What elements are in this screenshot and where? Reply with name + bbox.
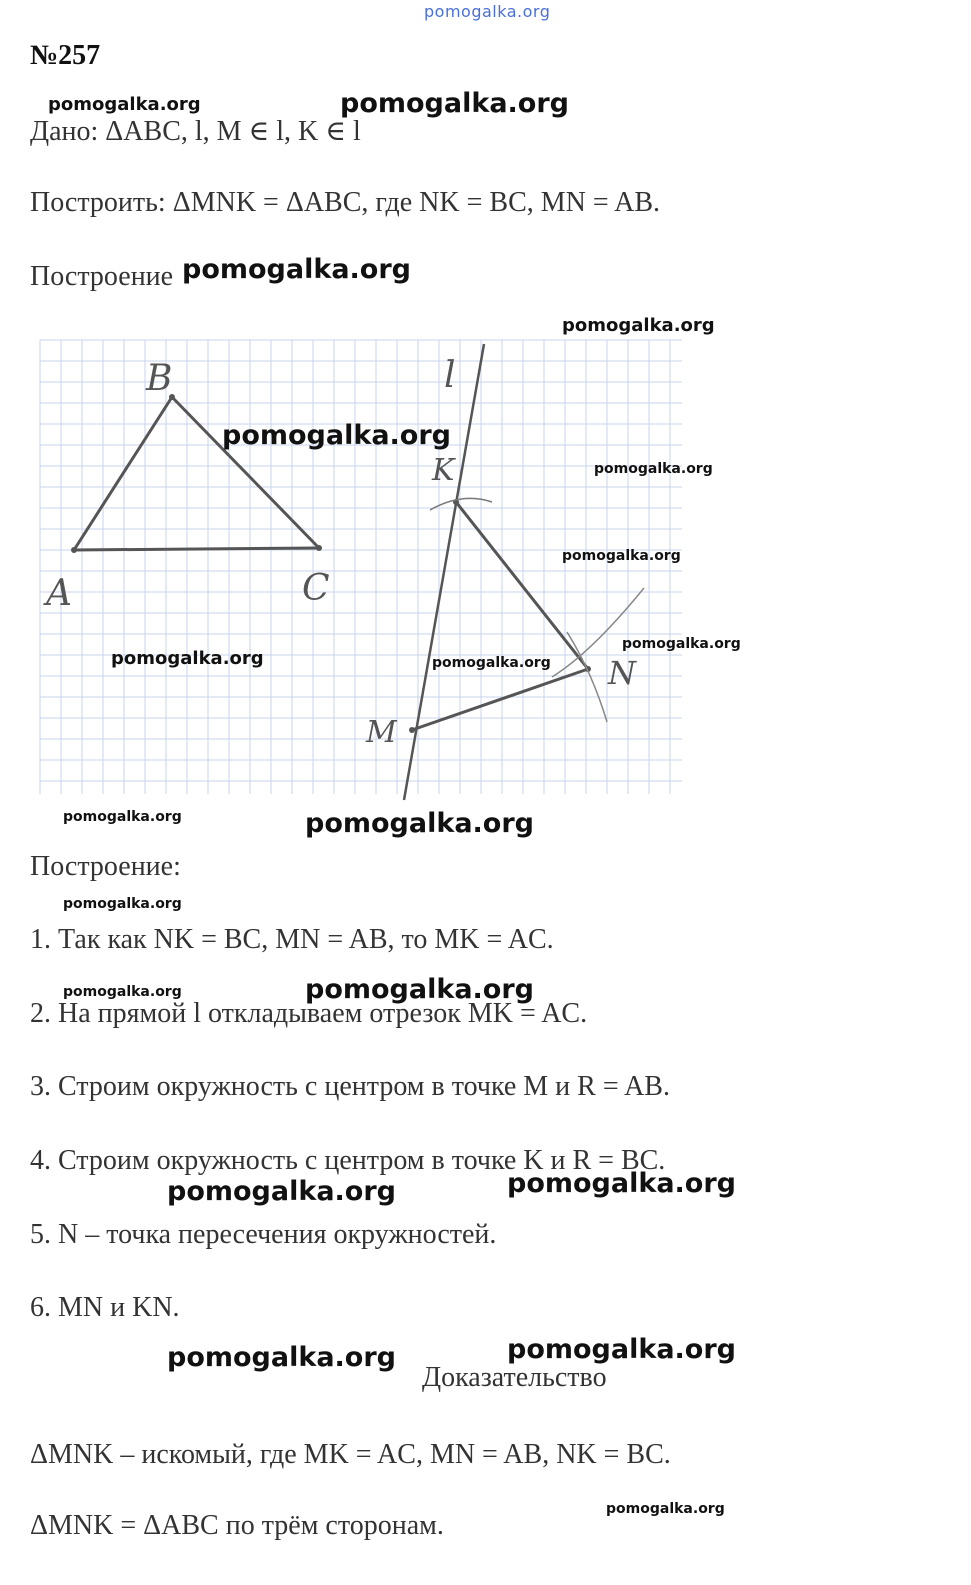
watermark: pomogalka.org xyxy=(622,636,741,652)
proof-heading: Доказательство xyxy=(422,1362,607,1393)
point-m xyxy=(409,727,415,733)
arc-radius-bc xyxy=(567,632,607,722)
segment-ac xyxy=(74,548,319,550)
watermark: pomogalka.org xyxy=(606,1501,725,1517)
label-l: l xyxy=(444,355,456,396)
label-c: C xyxy=(302,568,330,609)
step-5: 5. N – точка пересечения окружностей. xyxy=(30,1219,497,1250)
site-header-watermark: pomogalka.org xyxy=(424,2,551,21)
construction-heading: Построение xyxy=(30,261,174,292)
watermark: pomogalka.org xyxy=(63,984,182,1000)
watermark: pomogalka.org xyxy=(182,254,411,285)
construction-figure xyxy=(32,332,687,807)
watermark: pomogalka.org xyxy=(222,420,451,451)
step-3: 3. Строим окружность с центром в точке M и R = AB. xyxy=(30,1071,670,1102)
construct-statement: Построить: ΔMNK = ΔABC, где NK = BC, MN = AB. xyxy=(30,187,661,218)
watermark: pomogalka.org xyxy=(63,896,182,912)
problem-number: №257 xyxy=(30,40,101,71)
point-c xyxy=(316,545,322,551)
label-n: N xyxy=(608,654,636,692)
proof-line-2: ΔMNK = ΔABC по трём сторонам. xyxy=(30,1510,444,1541)
step-2: 2. На прямой l откладываем отрезок MK = AC. xyxy=(30,998,588,1029)
watermark: pomogalka.org xyxy=(562,548,681,564)
segment-ab xyxy=(74,397,172,550)
watermark: pomogalka.org xyxy=(167,1176,396,1207)
proof-line-1: ΔMNK – искомый, где MK = AC, MN = AB, NK = BC. xyxy=(30,1439,671,1470)
watermark: pomogalka.org xyxy=(305,808,534,839)
step-6: 6. MN и KN. xyxy=(30,1292,180,1323)
watermark: pomogalka.org xyxy=(507,1168,736,1199)
segment-mn xyxy=(412,669,588,730)
watermark: pomogalka.org xyxy=(167,1342,396,1373)
point-a xyxy=(71,547,77,553)
label-m: M xyxy=(366,715,397,750)
label-b: B xyxy=(146,358,173,399)
watermark: pomogalka.org xyxy=(48,94,201,115)
label-k: K xyxy=(432,453,455,488)
watermark: pomogalka.org xyxy=(562,315,715,336)
steps-heading: Построение: xyxy=(30,851,181,882)
label-a: A xyxy=(46,573,72,614)
watermark: pomogalka.org xyxy=(63,809,182,825)
watermark: pomogalka.org xyxy=(594,461,713,477)
watermark: pomogalka.org xyxy=(507,1334,736,1365)
line-l xyxy=(404,344,484,800)
watermark: pomogalka.org xyxy=(432,655,551,671)
watermark: pomogalka.org xyxy=(305,974,534,1005)
segment-kn xyxy=(456,502,588,669)
step-1: 1. Так как NK = BC, MN = AB, то MK = AC. xyxy=(30,924,554,955)
watermark: pomogalka.org xyxy=(111,648,264,669)
grid-paper xyxy=(40,340,682,794)
step-4: 4. Строим окружность с центром в точке K и R = BC. xyxy=(30,1145,666,1176)
given-statement: Дано: ΔABC, l, M ∈ l, K ∈ l xyxy=(30,116,361,147)
watermark: pomogalka.org xyxy=(340,88,569,119)
